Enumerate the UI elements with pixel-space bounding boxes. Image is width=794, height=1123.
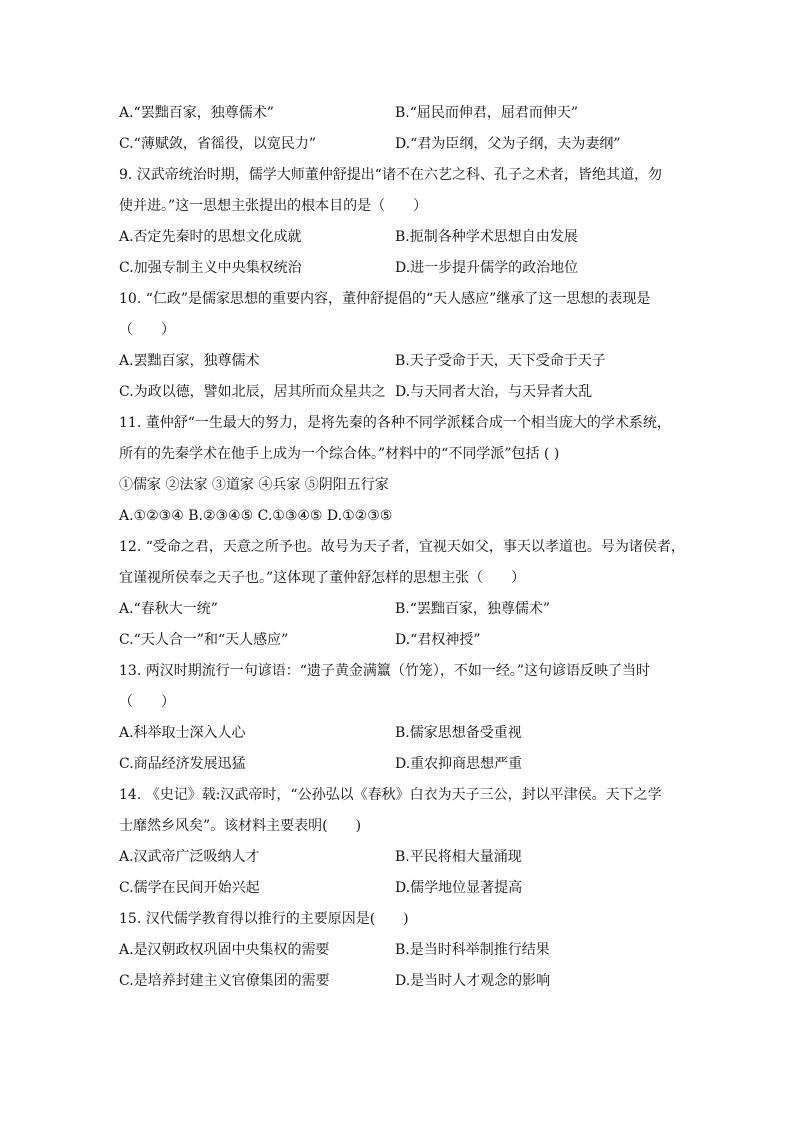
q12-option-b: B.“罢黜百家，独尊儒术” [395,601,551,617]
q12-option-c: C.“天人合一”和“天人感应” [119,632,289,648]
q9-option-a: A.否定先秦时的思想文化成就 [119,229,302,245]
q10-option-a: A.罢黜百家，独尊儒术 [119,353,260,369]
q13-stem-line2: （ ） [119,694,175,710]
q12-stem-line2: 宜谨视所侯奉之天子也。”这体现了董仲舒怎样的思想主张（ ） [119,570,526,586]
q9-option-c: C.加强专制主义中央集权统治 [119,260,302,276]
q11-items: ①儒家 ②法家 ③道家 ④兵家 ⑤阴阳五行家 [119,477,389,493]
q12-option-a: A.“春秋大一统” [119,601,218,617]
q12-stem-line1: 12. “受命之君，天意之所予也。故号为天子者，宜视天如父，事天以孝道也。号为诸侯者， [119,539,685,555]
q11-stem-line1: 11. 董仲舒“一生最大的努力，是将先秦的各种不同学派糅合成一个相当庞大的学术系统， [119,415,671,431]
q10-option-c: C.为政以德，譬如北辰，居其所而众星共之 [119,384,386,400]
q14-option-b: B.平民将相大量涌现 [395,849,522,865]
q15-option-a: A.是汉朝政权巩固中央集权的需要 [119,942,330,958]
q13-option-b: B.儒家思想备受重视 [395,725,522,741]
q13-option-c: C.商品经济发展迅猛 [119,756,246,772]
q9-option-d: D.进一步提升儒学的政治地位 [395,260,579,276]
q8-option-a: A.“罢黜百家，独尊儒术” [119,105,274,121]
q13-option-d: D.重农抑商思想严重 [395,756,523,772]
q14-option-a: A.汉武帝广泛吸纳人才 [119,849,260,865]
q13-option-a: A.科举取士深入人心 [119,725,246,741]
q8-option-d: D.“君为臣纲，父为子纲，夫为妻纲” [395,136,621,152]
q14-stem-line1: 14. 《史记》载:汉武帝时，“公孙弘以《春秋》白衣为天子三公，封以平津侯。天下之学 [119,787,662,803]
q10-stem-line1: 10. “仁政”是儒家思想的重要内容，董仲舒提倡的“天人感应”继承了这一思想的表现是 [119,291,651,307]
q13-stem-line1: 13. 两汉时期流行一句谚语：“遗子黄金满籝（竹笼），不如一经。”这句谚语反映了当时 [119,663,651,679]
q14-option-c: C.儒学在民间开始兴起 [119,880,260,896]
q12-option-d: D.“君权神授” [395,632,481,648]
q14-stem-line2: 士靡然乡风矣”。该材料主要表明( ) [119,818,362,834]
q9-stem-line2: 使并进。”这一思想主张提出的根本目的是（ ） [119,198,428,214]
q15-stem-line1: 15. 汉代儒学教育得以推行的主要原因是( ) [119,911,409,927]
q15-option-d: D.是当时人才观念的影响 [395,973,551,989]
q9-stem-line1: 9. 汉武帝统治时期，儒学大师董仲舒提出“诸不在六艺之科、孔子之术者，皆绝其道，勿 [119,167,662,183]
q10-option-b: B.天子受命于天，天下受命于天子 [395,353,606,369]
q11-options: A.①②③④ B.②③④⑤ C.①③④⑤ D.①②③⑤ [119,508,393,524]
q14-option-d: D.儒学地位显著提高 [395,880,523,896]
q15-option-b: B.是当时科举制推行结果 [395,942,550,958]
q9-option-b: B.扼制各种学术思想自由发展 [395,229,578,245]
q11-stem-line2: 所有的先秦学术在他手上成为一个综合体。”材料中的“不同学派”包括 ( ) [119,446,560,462]
q10-option-d: D.与天同者大治，与天异者大乱 [395,384,593,400]
q10-stem-line2: （ ） [119,322,175,338]
q8-option-b: B.“屈民而伸君，屈君而伸天” [395,105,579,121]
q15-option-c: C.是培养封建主义官僚集团的需要 [119,973,330,989]
q8-option-c: C.“薄赋敛，省徭役，以宽民力” [119,136,316,152]
